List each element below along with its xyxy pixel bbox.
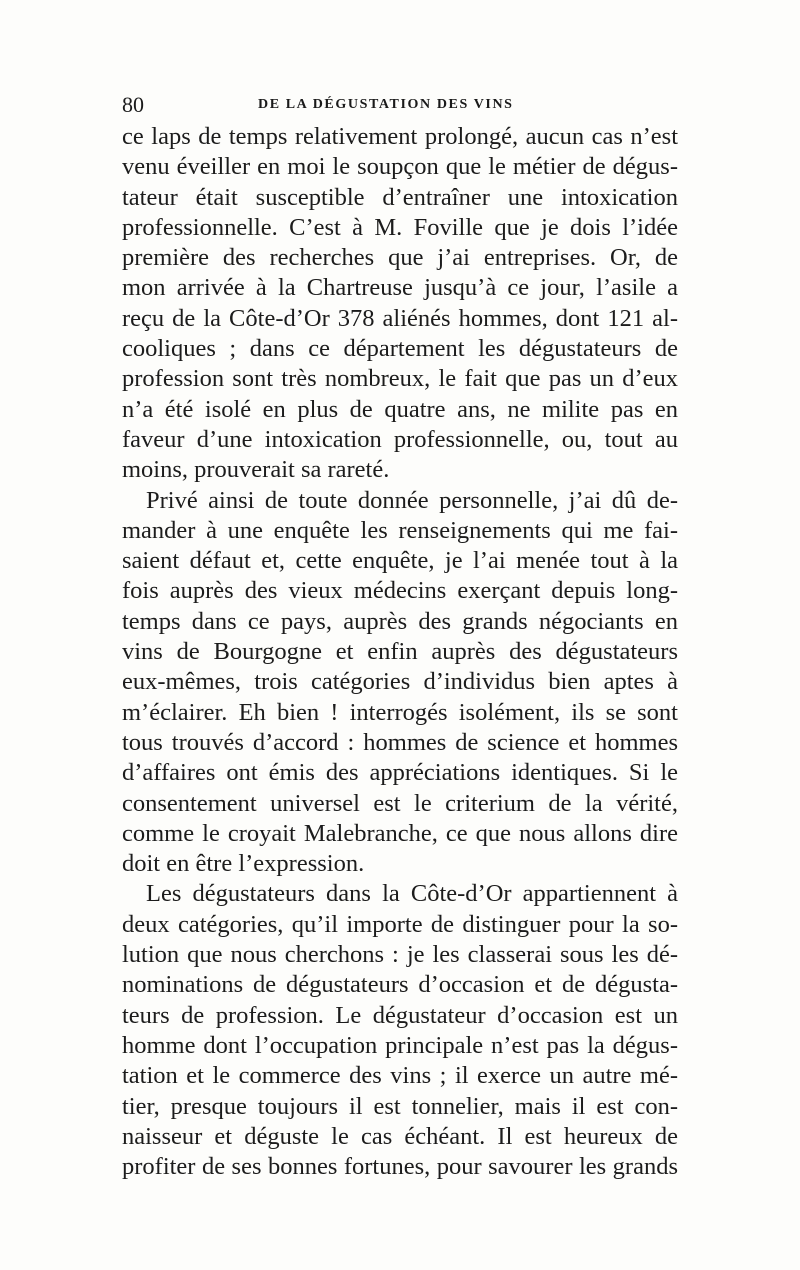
text-line: tateur était susceptible d’entraîner une intoxication <box>122 183 678 211</box>
text-line: deux catégories, qu’il importe de distinguer pour la so- <box>122 910 678 938</box>
text-line: profiter de ses bonnes fortunes, pour savourer les grands <box>122 1153 678 1181</box>
text-line: m’éclairer. Eh bien ! interrogés isolément, ils se sont <box>122 698 678 726</box>
paragraph <box>122 122 678 486</box>
text-line: mon arrivée à la Chartreuse jusqu’à ce jour, l’asile a <box>122 274 678 302</box>
text-line: moins, prouverait sa rareté. <box>122 456 390 484</box>
paragraph <box>122 879 678 1182</box>
text-line: fois auprès des vieux médecins exerçant depuis long- <box>122 577 678 605</box>
text-line: tous trouvés d’accord : hommes de science et hommes <box>122 728 678 756</box>
text-line: n’a été isolé en plus de quatre ans, ne milite pas en <box>122 395 678 423</box>
page-number: 80 <box>122 92 144 117</box>
text-line: cooliques ; dans ce département les dégustateurs de <box>122 335 678 363</box>
body-text <box>122 122 678 1182</box>
text-line: professionnelle. C’est à M. Foville que je dois l’idée <box>122 213 678 241</box>
text-line: consentement universel est le criterium de la vérité, <box>122 789 678 817</box>
page-header <box>122 92 678 122</box>
text-line: ce laps de temps relativement prolongé, aucun cas n’est <box>122 123 678 150</box>
text-line: lution que nous cherchons : je les classerai sous les dé- <box>122 941 678 969</box>
text-line: tier, presque toujours il est tonnelier, mais il est con- <box>122 1092 678 1120</box>
text-line: d’affaires ont émis des appréciations identiques. Si le <box>122 759 678 787</box>
text-line: Les dégustateurs dans la Côte-d’Or appartiennent à <box>146 880 678 908</box>
text-line: reçu de la Côte-d’Or 378 aliénés hommes, dont 121 al- <box>122 304 678 332</box>
text-line: Privé ainsi de toute donnée personnelle, j’ai dû de- <box>146 486 678 514</box>
text-line: eux-mêmes, trois catégories d’individus bien aptes à <box>122 668 678 696</box>
paragraph <box>122 486 678 880</box>
text-line: teurs de profession. Le dégustateur d’occasion est un <box>122 1001 678 1029</box>
running-title: DE LA DÉGUSTATION DES VINS <box>258 97 514 112</box>
text-line: temps dans ce pays, auprès des grands négociants en <box>122 607 678 635</box>
text-line: homme dont l’occupation principale n’est pas la dégus- <box>122 1031 678 1059</box>
text-line: saient défaut et, cette enquête, je l’ai menée tout à la <box>122 547 678 575</box>
text-line: vins de Bourgogne et enfin auprès des dégustateurs <box>122 638 678 666</box>
text-line: nominations de dégustateurs d’occasion et de dégusta- <box>122 971 678 999</box>
text-line: venu éveiller en moi le soupçon que le métier de dégus- <box>122 153 678 181</box>
text-line: tation et le commerce des vins ; il exerce un autre mé- <box>122 1062 678 1090</box>
text-line: comme le croyait Malebranche, ce que nous allons dire <box>122 819 678 847</box>
text-line: première des recherches que j’ai entreprises. Or, de <box>122 244 678 272</box>
text-line: profession sont très nombreux, le fait que pas un d’eux <box>122 365 678 393</box>
text-line: naisseur et déguste le cas échéant. Il est heureux de <box>122 1122 678 1150</box>
text-line: doit en être l’expression. <box>122 850 365 878</box>
text-line: faveur d’une intoxication professionnelle, ou, tout au <box>122 425 678 453</box>
text-line: mander à une enquête les renseignements qui me fai- <box>122 516 678 544</box>
